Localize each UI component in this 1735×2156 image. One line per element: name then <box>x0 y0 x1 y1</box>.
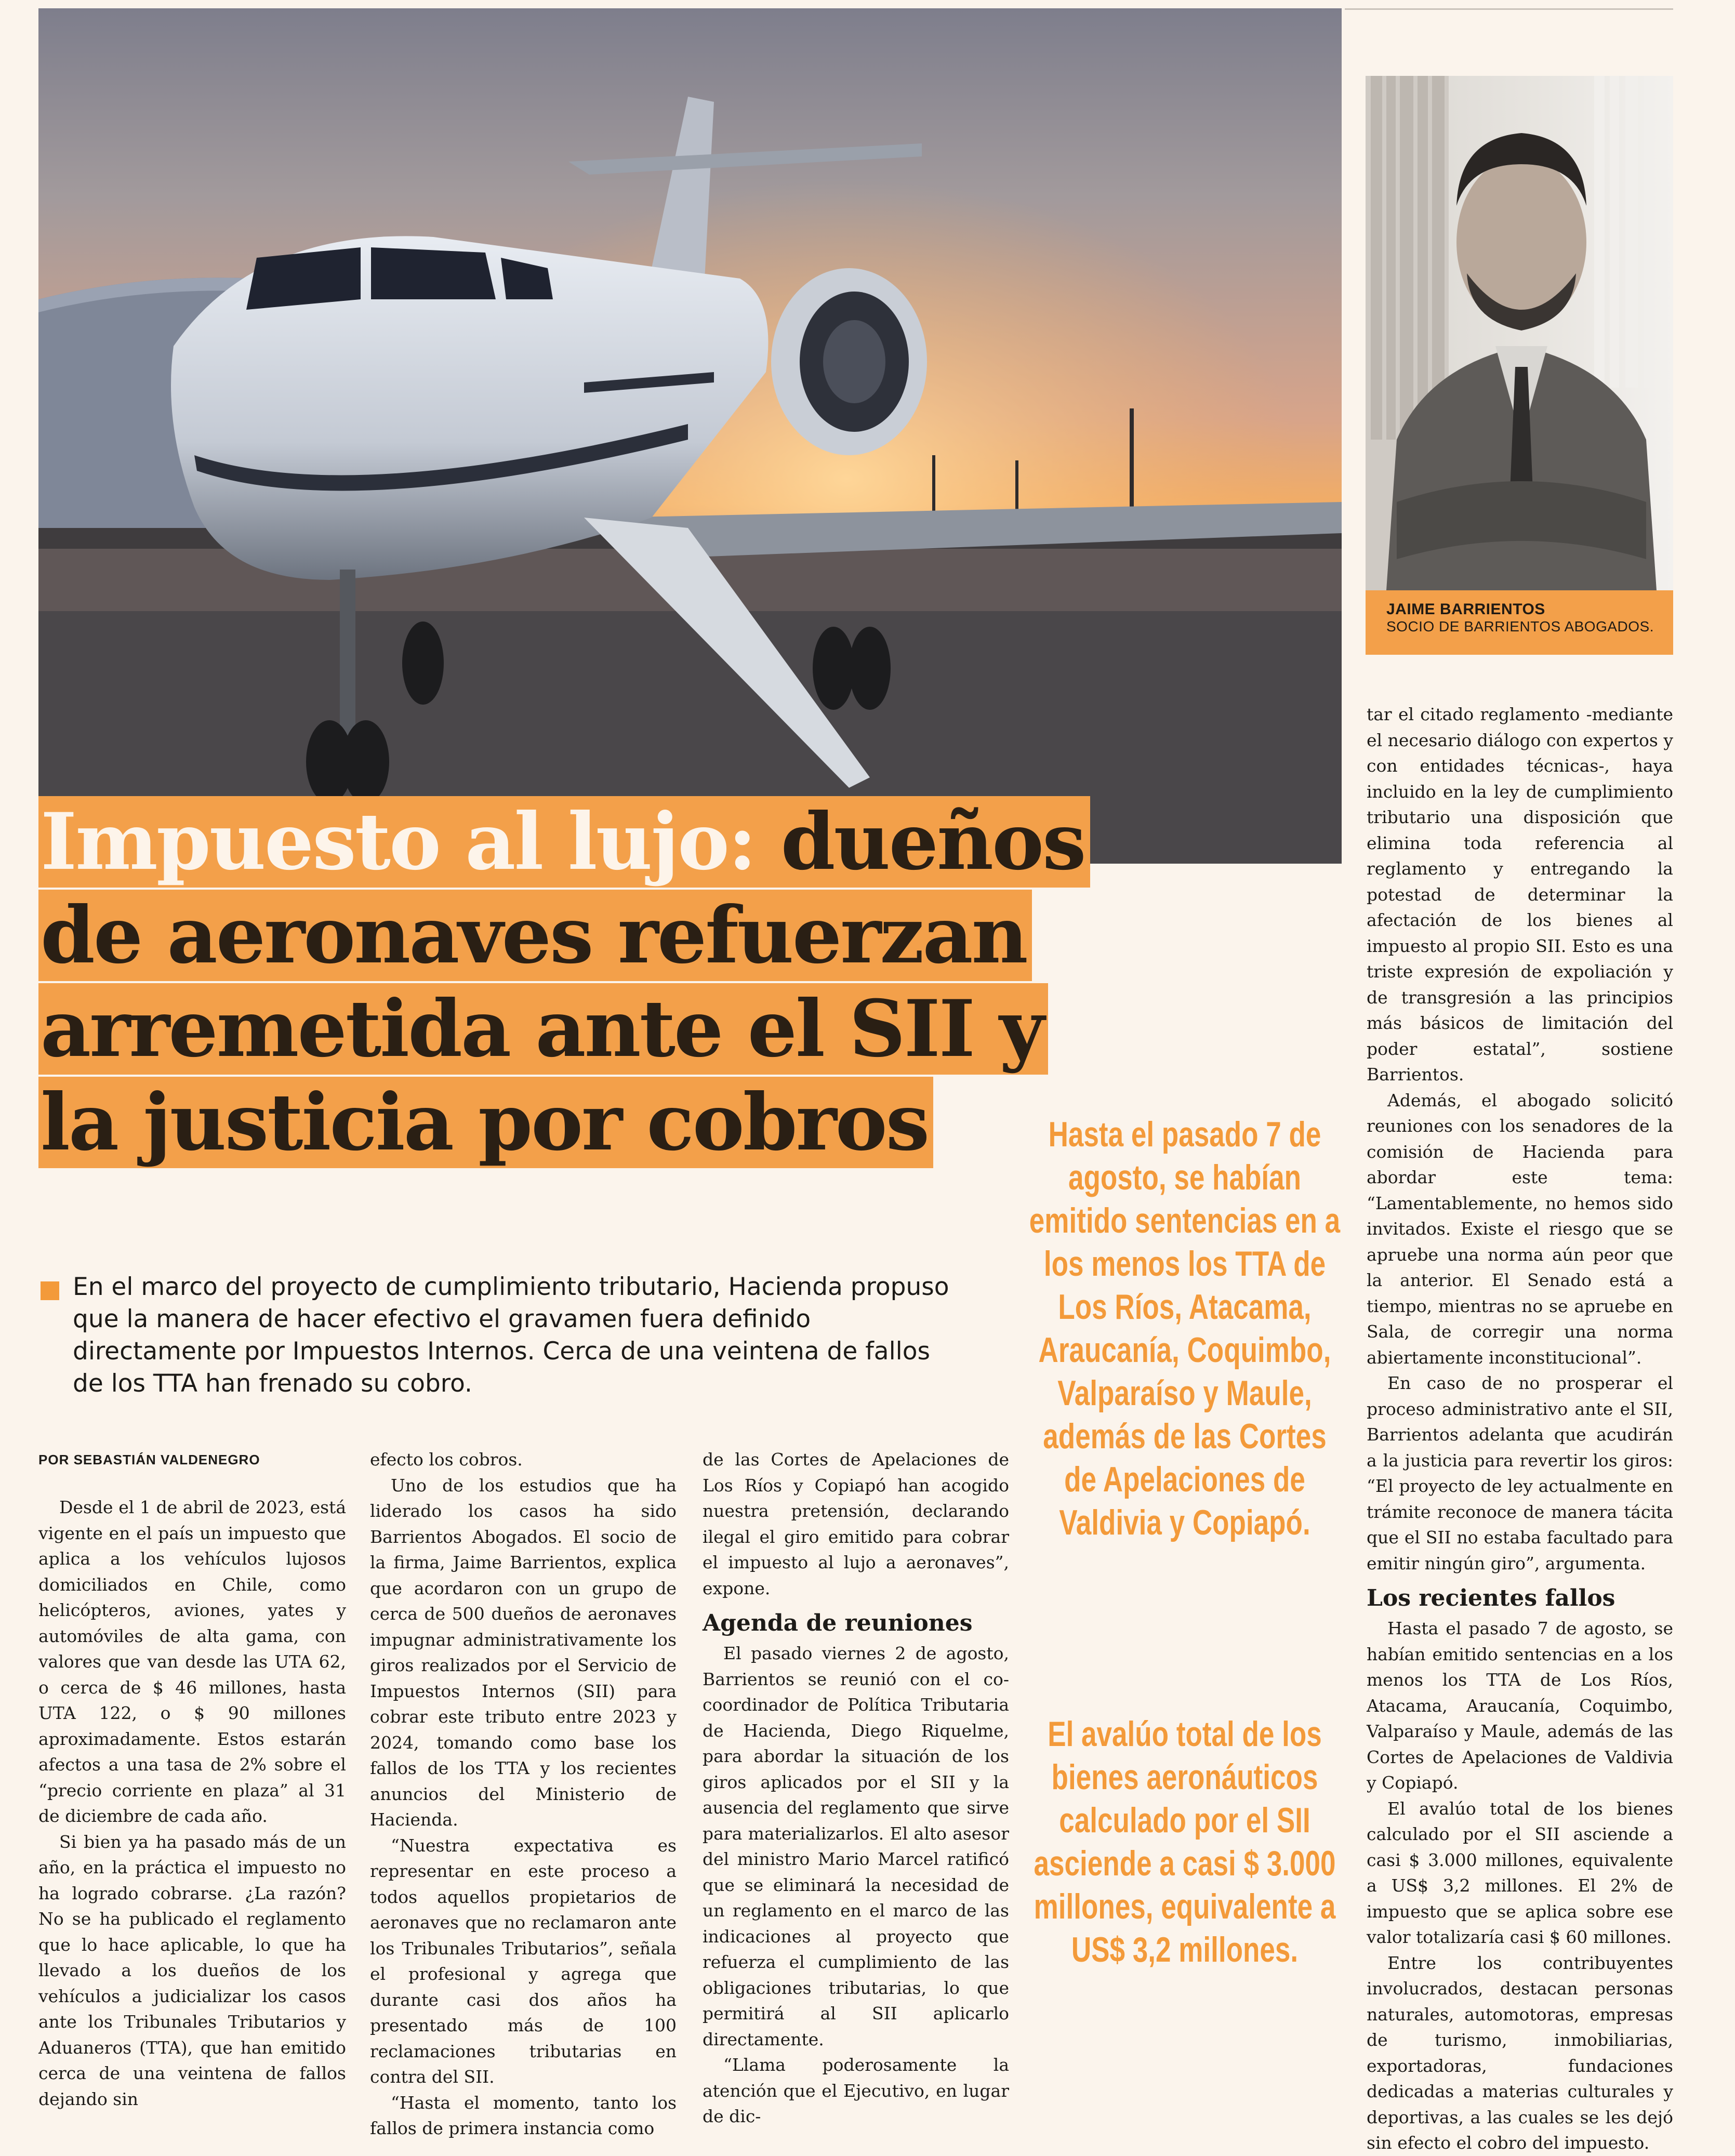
jet-illustration <box>38 8 1342 864</box>
article-column-2 <box>370 1447 677 2141</box>
headline-line-1-rest: dueños <box>755 796 1085 888</box>
paragraph: “Hasta el momento, tanto los fallos de primera instancia como <box>370 2092 677 2138</box>
portrait-caption-role: SOCIO DE BARRIENTOS ABOGADOS. <box>1386 618 1654 634</box>
pull-quote-2: El avalúo total de los bienes aeronáuticos calculado por el SII asciende a casi $ 3.000 millones, equivalente a US$ 3,2 millones. <box>1034 1714 1336 1969</box>
article-column-1 <box>38 1494 346 2112</box>
paragraph: Entre los contribuyentes involucrados, destacan personas naturales, automotoras, empresas de turismo, inmobiliarias, exportadoras, fundaciones dedicadas a materias culturales y deportivas, a las cuales se les dejó sin efecto el cobro del impuesto. <box>1367 1952 1673 2153</box>
headline-line-4: la justicia por cobros <box>38 1081 933 1164</box>
headline-line-1 <box>38 796 1090 888</box>
paragraph: Uno de los estudios que ha liderado los casos ha sido Barrientos Abogados. El socio de la firma, Jaime Barrientos, explica que acordaron con un grupo de cerca de 500 dueños de aeronaves impugnar administrativamente los giros realizados por el Servicio de Impuestos Internos (SII) para cobrar este tributo entre 2023 y 2024, tomando como base los fallos de los TTA y los recientes anuncios del Ministerio de Hacienda. <box>370 1475 677 1830</box>
paragraph: En caso de no prosperar el proceso administrativo ante el SII, Barrientos adelanta que acudirán a la justicia para revertir los giros: “El proyecto de ley actualmente en trámite reconoce de manera tácita que el SII no estaba facultado para emitir ningún giro”, argumenta. <box>1367 1373 1673 1573</box>
paragraph: “Llama poderosamente la atención que el Ejecutivo, en lugar de dic- <box>703 2055 1009 2126</box>
paragraph: Si bien ya ha pasado más de un año, en la práctica el impuesto no ha logrado cobrarse. ¿La razón? No se ha publicado el reglamento que lo hace aplicable, lo que ha llevado a los dueños de los vehículos a judicializar los casos ante los Tribunales Tributarios y Aduaneros (TTA), que han emitido cerca de una veintena de fallos dejando sin <box>38 1831 346 2109</box>
paragraph: “Nuestra expectativa es representar en este proceso a todos aquellos propietarios de aeronaves que no reclamaron ante los Tribunales Tributarios”, señala el profesional y agrega que durante casi dos años ha presentado más de 100 reclamaciones tributarias en contra del SII. <box>370 1835 677 2087</box>
paragraph: efecto los cobros. <box>370 1449 523 1470</box>
portrait-photo <box>1366 76 1673 590</box>
headline-line-2: de aeronaves refuerzan <box>38 894 1032 977</box>
paragraph: de las Cortes de Apelaciones de Los Ríos y Copiapó han acogido nuestra pretensión, declarando ilegal el giro emitido para cobrar el impuesto al lujo a aeronaves”, expone. <box>703 1449 1009 1598</box>
lead-paragraph: En el marco del proyecto de cumplimiento tributario, Hacienda propuso que la manera de hacer efectivo el gravamen fuera definido directamente por Impuestos Internos. Cerca de una veintena de fallos de los TTA han frenado su cobro. <box>73 1273 949 1398</box>
paragraph: tar el citado reglamento -mediante el necesario diálogo con expertos y con entidades técnicas-, haya incluido en la ley de cumplimiento tributario una disposición que elimina toda referencia al reglamento y entregando la potestad de determinar la afectación de los bienes al impuesto al propio SII. Esto es una triste expresión de expoliación y de transgresión a las principios más básicos de limitación del poder estatal”, sostiene Barrientos. <box>1367 704 1673 1084</box>
paragraph: Hasta el pasado 7 de agosto, se habían emitido sentencias en a los menos los TTA de Los Ríos, Atacama, Araucanía, Coquimbo, Valparaíso y Maule, además de las Cortes de Apelaciones de Valdivia y Copiapó. <box>1367 1618 1673 1793</box>
pull-quote-1: Hasta el pasado 7 de agosto, se habían emitido sentencias en a los menos los TTA de Los Ríos, Atacama, Araucanía, Coquimbo, Valparaíso y Maule, además de las Cortes de Apelaciones de Valdivia y Copiapó. <box>1029 1115 1341 1542</box>
article-column-5 <box>1367 702 1673 2156</box>
portrait-caption-name: JAIME BARRIENTOS <box>1386 601 1545 618</box>
paragraph: El pasado viernes 2 de agosto, Barrientos se reunió con el co-coordinador de Política Tributaria de Hacienda, Diego Riquelme, para abordar la situación de los giros aplicados por el SII y la ausencia del reglamento que sirve para materializarlos. El alto asesor del ministro Mario Marcel ratificó que se eliminará la necesidad de un reglamento en el marco de las indicaciones al proyecto que refuerza el cumplimiento de las obligaciones tributarias, lo que permitirá al SII aplicarlo directamente. <box>703 1643 1009 2049</box>
article-column-3 <box>703 1447 1009 2129</box>
paragraph: El avalúo total de los bienes calculado por el SII asciende a casi $ 3.000 millones, equivalente a US$ 3,2 millones. El 2% de impuesto que se aplica sobre ese valor totalizaría casi $ 60 millones. <box>1367 1798 1673 1947</box>
headline-line-3: arremetida ante el SII y <box>38 987 1048 1070</box>
headline-accent: Impuesto al lujo: <box>41 796 756 888</box>
paragraph: Desde el 1 de abril de 2023, está vigente en el país un impuesto que aplica a los vehículos lujosos domiciliados en Chile, como helicópteros, aviones, yates y automóviles de alta gama, con valores que van desde las UTA 62, o cerca de $ 46 millones, hasta UTA 122, o $ 90 millones aproximadamente. Estos estarán afectos a una tasa de 2% sobre el “precio corriente en plaza” al 31 de diciembre de cada año. <box>38 1497 346 1826</box>
jet-photo <box>38 8 1342 864</box>
paragraph: Además, el abogado solicitó reuniones con los senadores de la comisión de Hacienda para abordar este tema: “Lamentablemente, no hemos sido invitados. Existe el riesgo que se apruebe una norma aún peor que la anterior. El Senado está a tiempo, mientras no se apruebe en Sala, de corregir una norma abiertamente inconstitucional”. <box>1367 1090 1673 1368</box>
portrait-illustration <box>1366 76 1673 590</box>
subheading-recent-rulings: Los recientes fallos <box>1367 1585 1615 1611</box>
byline: POR SEBASTIÁN VALDENEGRO <box>38 1452 260 1467</box>
lead-bullet-square <box>41 1281 59 1300</box>
subheading-agenda: Agenda de reuniones <box>703 1610 973 1636</box>
top-rule <box>1345 8 1673 10</box>
